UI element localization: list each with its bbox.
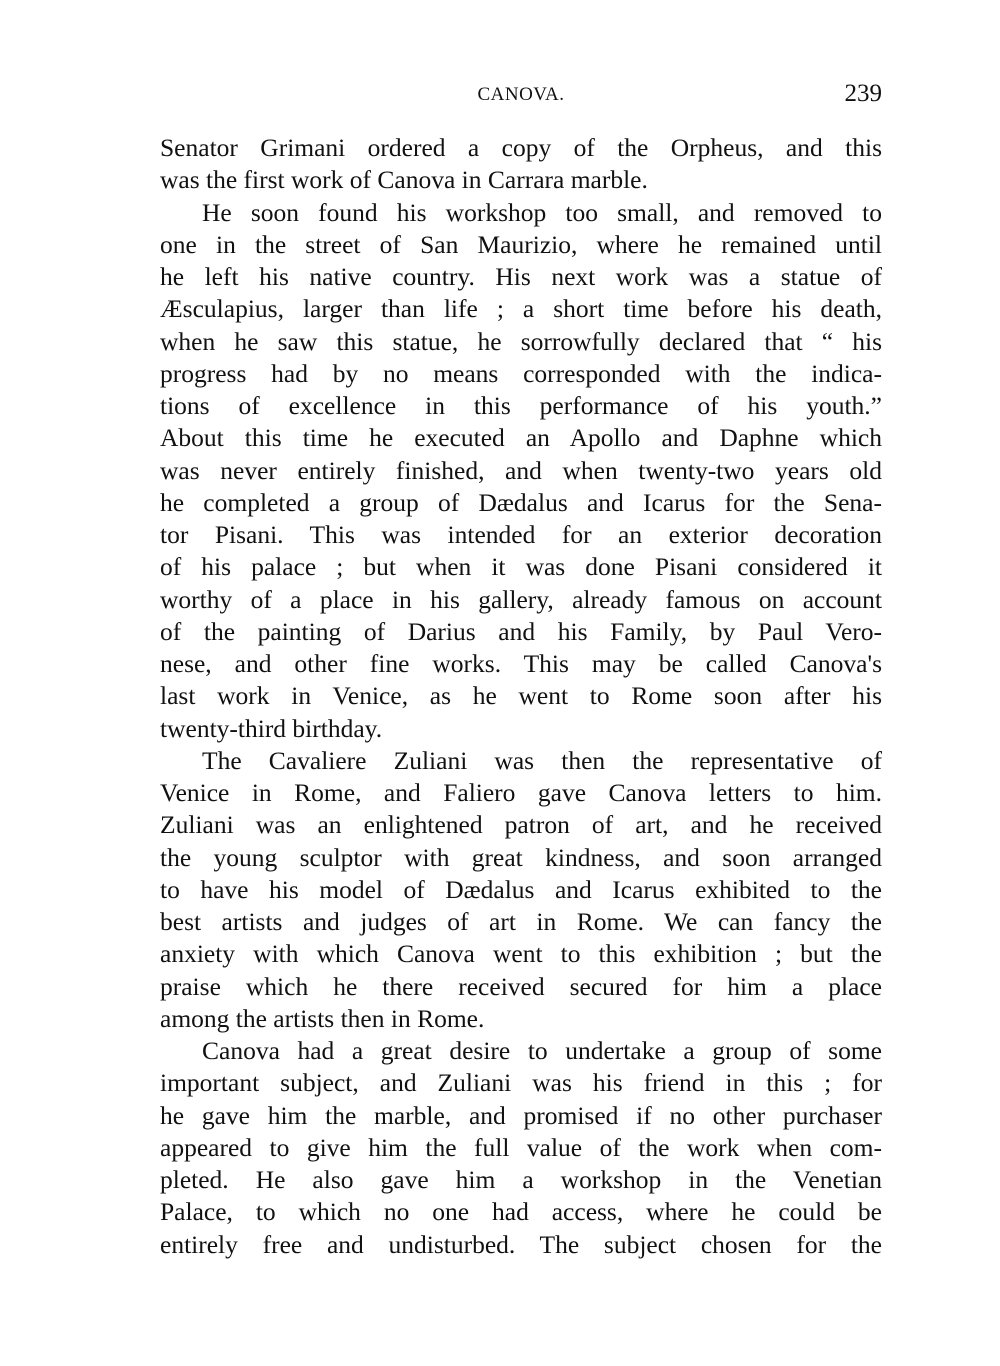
- text-line: was never entirely finished, and when twenty-two years old: [160, 455, 882, 485]
- text-line: of his palace ; but when it was done Pisani considered it: [160, 552, 882, 582]
- text-line: The Cavaliere Zuliani was then the representative of: [202, 745, 882, 775]
- text-line: anxiety with which Canova went to this exhibition ; but the: [160, 939, 882, 969]
- text-line: one in the street of San Maurizio, where he remained until: [160, 229, 882, 259]
- text-line: was the first work of Canova in Carrara marble.: [160, 165, 648, 195]
- text-line: Æsculapius, larger than life ; a short time before his death,: [160, 294, 882, 324]
- running-title: CANOVA.: [477, 84, 565, 105]
- text-line: pleted. He also gave him a workshop in the Venetian: [160, 1165, 882, 1194]
- text-line: Palace, to which no one had access, where he could be: [160, 1197, 882, 1227]
- text-line: he left his native country. His next work was a statue of: [160, 262, 882, 291]
- text-line: Senator Grimani ordered a copy of the Orpheus, and this: [160, 133, 882, 162]
- text-line: the young sculptor with great kindness, and soon arranged: [160, 842, 882, 872]
- paragraph: [160, 745, 882, 1035]
- paragraph: [160, 197, 882, 745]
- text-line: tions of excellence in this performance of his youth.”: [160, 391, 882, 420]
- paragraph: [160, 132, 882, 197]
- text-line: About this time he executed an Apollo and Daphne which: [160, 423, 882, 453]
- body-text: [160, 132, 882, 1261]
- text-line: to have his model of Dædalus and Icarus exhibited to the: [160, 874, 882, 904]
- text-line: when he saw this statue, he sorrowfully declared that “ his: [160, 326, 882, 356]
- text-line: best artists and judges of art in Rome. We can fancy the: [160, 907, 882, 936]
- text-line: nese, and other fine works. This may be called Canova's: [160, 649, 882, 678]
- text-line: he gave him the marble, and promised if no other purchaser: [160, 1100, 882, 1130]
- text-line: twenty-third birthday.: [160, 713, 383, 743]
- text-line: entirely free and undisturbed. The subject chosen for the: [160, 1229, 882, 1259]
- page-header: [160, 80, 882, 110]
- text-line: appeared to give him the full value of the work when com-: [160, 1132, 882, 1162]
- text-line: of the painting of Darius and his Family, by Paul Vero-: [160, 616, 882, 646]
- text-line: He soon found his workshop too small, and removed to: [202, 197, 882, 227]
- text-line: Canova had a great desire to undertake a group of some: [202, 1036, 882, 1065]
- paragraph: [160, 1035, 882, 1261]
- text-line: progress had by no means corresponded with the indica-: [160, 358, 882, 388]
- text-line: he completed a group of Dædalus and Icarus for the Sena-: [160, 487, 882, 517]
- text-line: important subject, and Zuliani was his friend in this ; for: [160, 1068, 882, 1098]
- text-line: last work in Venice, as he went to Rome soon after his: [160, 681, 882, 711]
- text-line: Zuliani was an enlightened patron of art, and he received: [160, 810, 882, 840]
- text-line: worthy of a place in his gallery, already famous on account: [160, 584, 882, 614]
- page-number: 239: [844, 80, 882, 107]
- text-line: tor Pisani. This was intended for an exterior decoration: [160, 520, 882, 549]
- text-line: praise which he there received secured for him a place: [160, 971, 882, 1001]
- text-line: Venice in Rome, and Faliero gave Canova letters to him.: [160, 778, 882, 807]
- text-line: among the artists then in Rome.: [160, 1003, 485, 1033]
